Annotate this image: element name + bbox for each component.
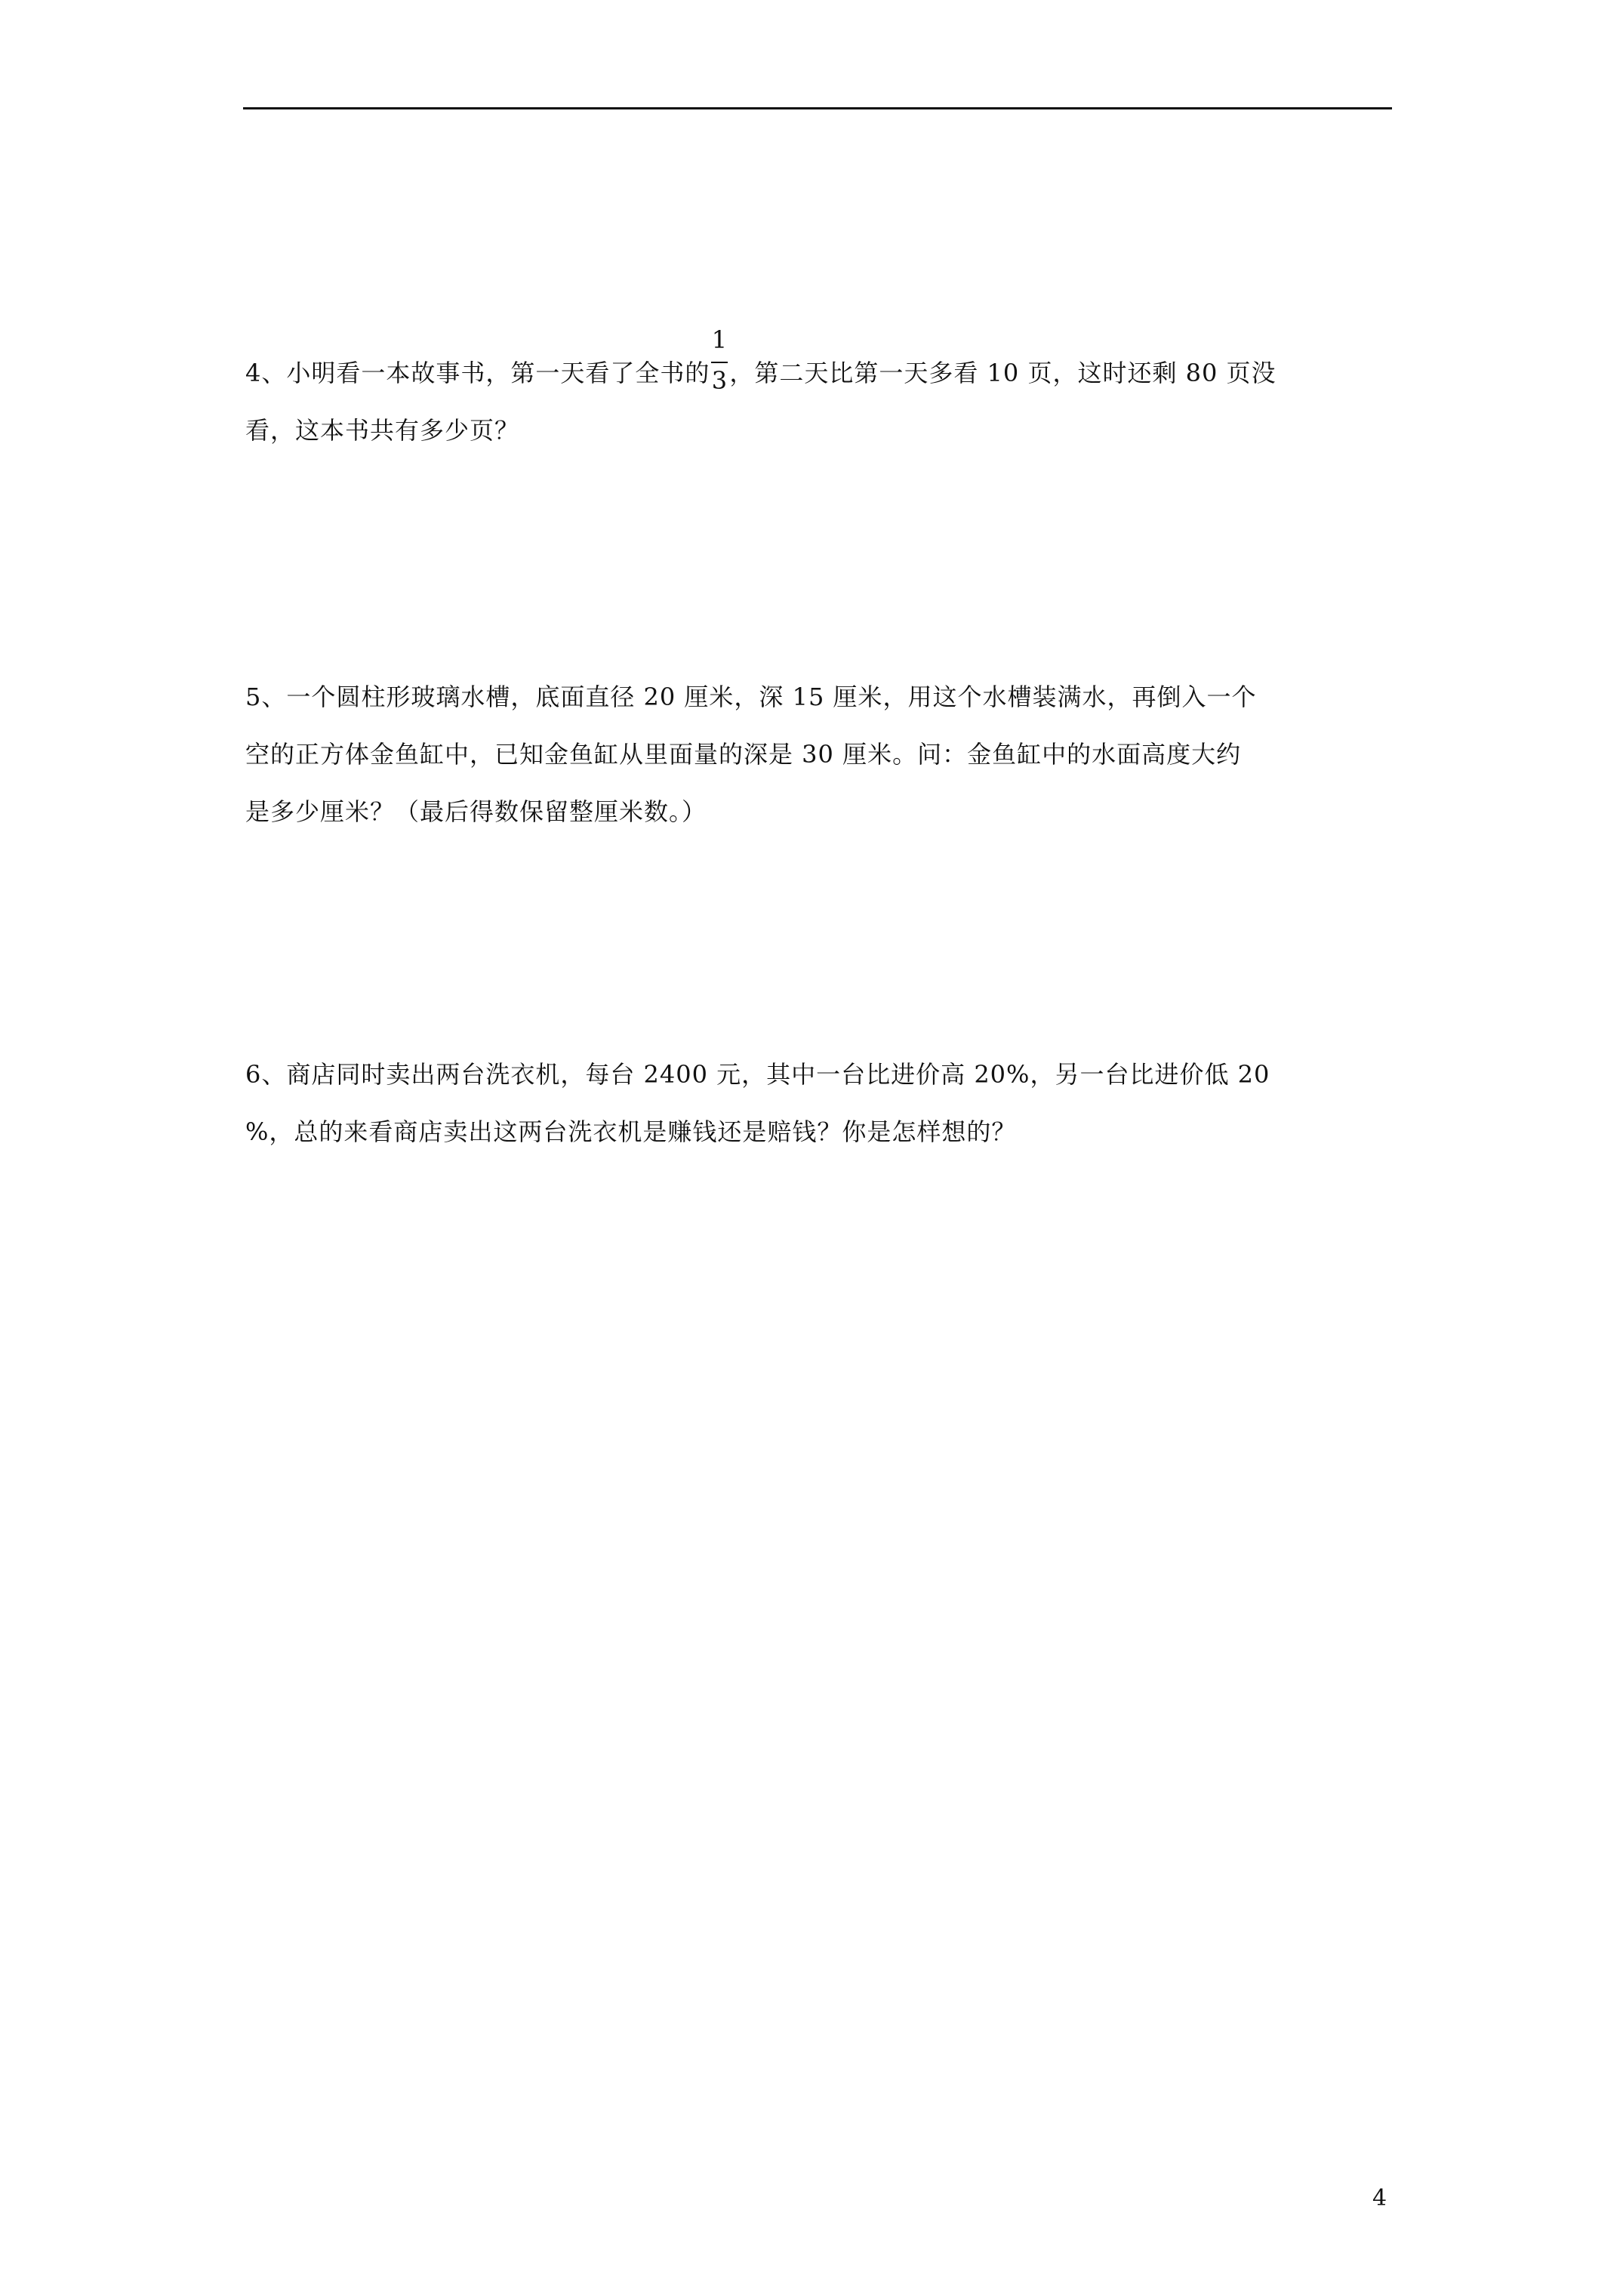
fraction-one-third bbox=[710, 325, 729, 395]
question-6 bbox=[245, 1046, 1393, 1160]
question-6-line-1: 6、商店同时卖出两台洗衣机，每台 2400 元，其中一台比进价高 20%，另一台比进价低 20 bbox=[245, 1060, 1270, 1089]
header-rule bbox=[243, 107, 1392, 109]
question-5-line-3: 是多少厘米？（最后得数保留整厘米数。） bbox=[245, 797, 707, 826]
fraction-denominator: 3 bbox=[711, 366, 728, 395]
question-5-line-1: 5、一个圆柱形玻璃水槽，底面直径 20 厘米，深 15 厘米，用这个水槽装满水，再倒入一个 bbox=[245, 683, 1257, 711]
page-number: 4 bbox=[1372, 2185, 1387, 2211]
question-5-line-2: 空的正方体金鱼缸中，已知金鱼缸从里面量的深是 30 厘米。问：金鱼缸中的水面高度大约 bbox=[245, 740, 1242, 769]
question-4-text-before-fraction: 4、小明看一本故事书，第一天看了全书的 bbox=[245, 359, 710, 387]
question-4-line-1 bbox=[245, 325, 1393, 402]
fraction-bar bbox=[711, 362, 728, 363]
question-6-line-2: %，总的来看商店卖出这两台洗衣机是赚钱还是赔钱？你是怎样想的？ bbox=[245, 1117, 1017, 1146]
question-4-text-after-fraction: ，第二天比第一天多看 10 页，这时还剩 80 页没 bbox=[729, 359, 1277, 387]
question-4 bbox=[245, 325, 1393, 459]
question-4-line-2: 看，这本书共有多少页？ bbox=[245, 416, 520, 445]
question-5 bbox=[245, 668, 1393, 840]
fraction-numerator: 1 bbox=[711, 325, 728, 354]
